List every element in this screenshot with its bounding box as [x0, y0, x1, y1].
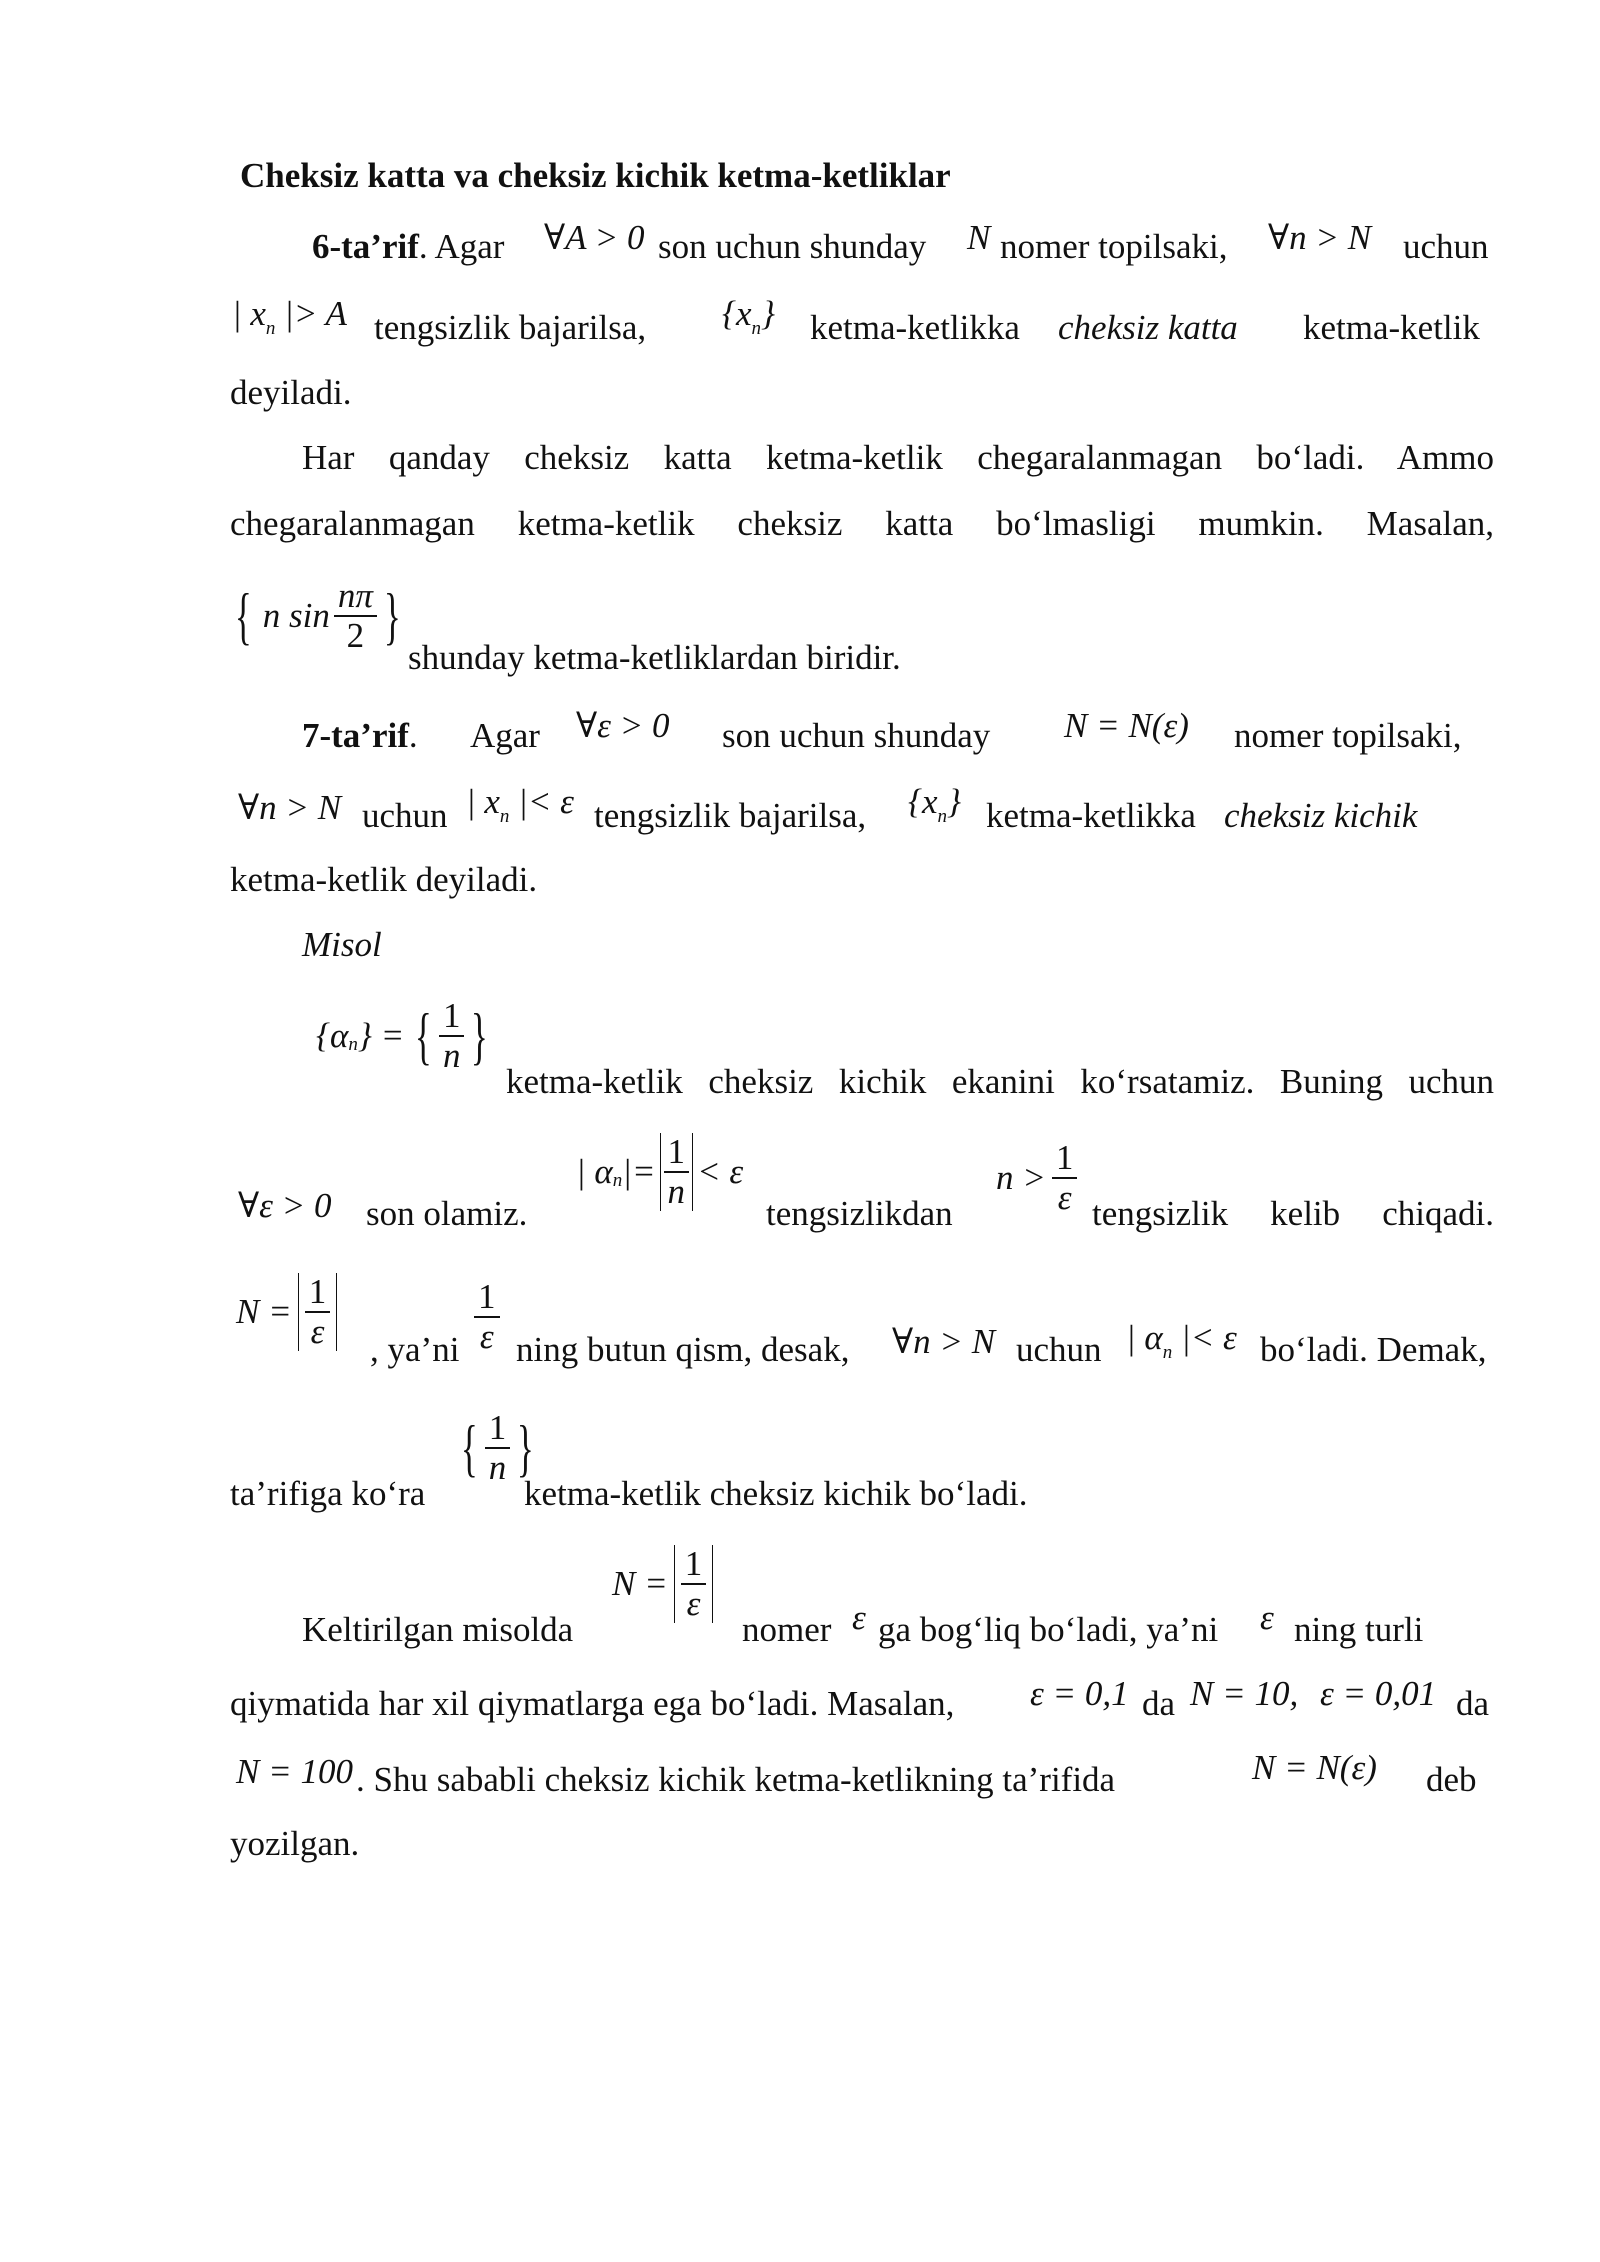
- para2-text: qiymatida har xil qiymatlarga ega bo‘ladi. Masalan,: [230, 1684, 955, 1723]
- example-label: Misol: [302, 925, 382, 964]
- def7-forall-n: ∀n > N: [238, 788, 342, 827]
- para2-text: nomer: [742, 1610, 832, 1649]
- def6-abs-xn: | $x_n$ |> A: [232, 294, 347, 339]
- example-text: tengsizlik kelib chiqadi.: [1092, 1194, 1494, 1233]
- para2-text: yozilgan.: [230, 1824, 360, 1863]
- para2-text: Keltirilgan misolda: [302, 1610, 574, 1649]
- example-text: ning butun qism, desak,: [516, 1330, 850, 1369]
- example-text: ketma-ketlik cheksiz kichik ekanini ko‘rsatamiz. Buning uchun: [506, 1062, 1494, 1101]
- def7-text: son uchun shunday: [722, 716, 991, 755]
- formula-n-sin: { n sin $\frac{n\pi}{2}$ }: [234, 575, 401, 655]
- formula-n-gt: n > $\frac{1}{\varepsilon}$: [996, 1130, 1077, 1226]
- example-text: , ya’ni: [370, 1330, 460, 1369]
- def6-text: ketma-ketlik: [1303, 308, 1480, 347]
- def6-text: uchun: [1403, 227, 1489, 266]
- para2-text: da: [1142, 1684, 1176, 1723]
- def6-seq-xn: $\{x_n\}$: [722, 294, 776, 339]
- formula-abs-alpha: | α n |= $\frac{1}{n}$ < ε: [576, 1131, 744, 1211]
- para2-N-eps: N = N(ε): [1252, 1748, 1377, 1787]
- def6-text: tengsizlik bajarilsa,: [374, 308, 647, 347]
- example-text: ta’rifiga ko‘ra: [230, 1474, 426, 1513]
- example-text: ketma-ketlik cheksiz kichik bo‘ladi.: [524, 1474, 1028, 1513]
- example-text: tengsizlikdan: [766, 1194, 953, 1233]
- def7-text: ketma-ketlik deyiladi.: [230, 860, 538, 899]
- def7-N-eps: N = N(ε): [1064, 706, 1189, 745]
- para2-text: ga bog‘liq bo‘ladi, ya’ni: [878, 1610, 1219, 1649]
- formula-N-floor-2: N = $\frac{1}{\varepsilon}$: [612, 1534, 713, 1634]
- para2-N-100: N = 100: [236, 1752, 353, 1791]
- def7-text: ketma-ketlikka: [986, 796, 1196, 835]
- formula-seq-one-over-n: { $\frac{1}{n}$ }: [460, 1407, 535, 1487]
- para2-eps-001: ε = 0,01: [1320, 1674, 1437, 1713]
- def6-text: nomer topilsaki,: [1000, 227, 1228, 266]
- para2-N-10: N = 10,: [1190, 1674, 1299, 1713]
- def7-abs-xn: | $x_n$ |< ε: [466, 782, 574, 827]
- formula-one-over-eps: $\frac{1}{\varepsilon}$: [474, 1272, 500, 1362]
- def6-emphasis: cheksiz katta: [1058, 308, 1238, 347]
- formula-N-floor: N = $\frac{1}{\varepsilon}$: [236, 1264, 337, 1360]
- para2-text: ning turli: [1294, 1610, 1424, 1649]
- def6-text: deyiladi.: [230, 373, 352, 412]
- example-text: uchun: [1016, 1330, 1102, 1369]
- para1-line1: Har qanday cheksiz katta ketma-ketlik chegaralanmagan bo‘ladi. Ammo: [302, 438, 1494, 477]
- para2-text: da: [1456, 1684, 1490, 1723]
- def7-text: uchun: [362, 796, 448, 835]
- def7-text: Agar: [470, 716, 540, 755]
- para1-line2: chegaralanmagan ketma-ketlik cheksiz katta bo‘lmasligi mumkin. Masalan,: [230, 504, 1494, 543]
- example-forall-eps: ∀ε > 0: [238, 1186, 332, 1225]
- def7-forall-eps: ∀ε > 0: [576, 706, 670, 745]
- def6-label: 6-ta’rif: [312, 227, 419, 266]
- def6-dot: .: [418, 227, 428, 266]
- section-heading: Cheksiz katta va cheksiz kichik ketma-ketliklar: [240, 156, 951, 195]
- def7-line1: [302, 716, 418, 756]
- def7-emphasis: cheksiz kichik: [1224, 796, 1418, 835]
- def6-text: Agar: [427, 227, 505, 266]
- example-forall-n: ∀n > N: [892, 1322, 996, 1361]
- def6-forall-A: ∀A > 0: [544, 218, 645, 257]
- para2-text: deb: [1426, 1760, 1477, 1799]
- def6-forall-n: ∀n > N: [1268, 218, 1372, 257]
- para1-line3: shunday ketma-ketliklardan biridir.: [408, 638, 901, 677]
- example-text: son olamiz.: [366, 1194, 528, 1233]
- formula-alpha-n: {α n } = { $\frac{1}{n}$ }: [316, 995, 489, 1075]
- def7-text: nomer topilsaki,: [1234, 716, 1462, 755]
- def7-label: 7-ta’rif: [302, 716, 409, 755]
- def7-seq-xn: $\{x_n\}$: [908, 782, 962, 827]
- def6-N: N: [967, 218, 991, 257]
- example-text: bo‘ladi. Demak,: [1260, 1330, 1487, 1369]
- def6-text: ketma-ketlikka: [810, 308, 1020, 347]
- para2-eps: ε: [852, 1598, 866, 1637]
- def6-text: son uchun shunday: [658, 227, 927, 266]
- para2-eps-01: ε = 0,1: [1030, 1674, 1129, 1713]
- para2-text: . Shu sababli cheksiz kichik ketma-ketlikning ta’rifida: [356, 1760, 1116, 1799]
- example-abs-alpha-lt: | $\alpha_n$ |< ε: [1126, 1318, 1237, 1363]
- def7-dot: .: [408, 716, 418, 755]
- def6-line1: [312, 227, 504, 267]
- def7-text: tengsizlik bajarilsa,: [594, 796, 867, 835]
- para2-eps: ε: [1260, 1598, 1274, 1637]
